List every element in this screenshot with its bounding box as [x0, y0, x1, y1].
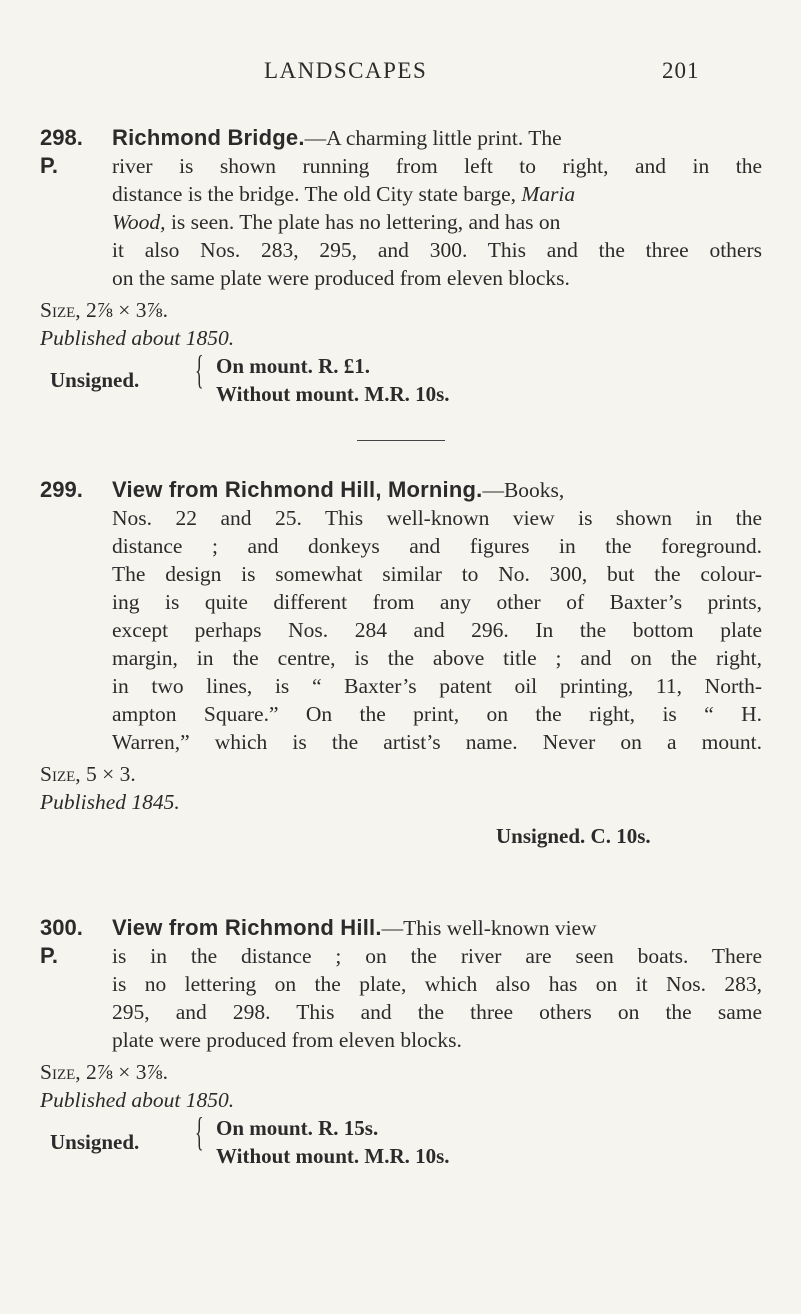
size-label: Size,: [40, 1060, 81, 1084]
entry-text: Warren,” which is the artist’s name. Never on a mount.: [112, 730, 762, 754]
size-line: [40, 1058, 168, 1086]
entry-text: except perhaps Nos. 284 and 296. In the bottom plate: [112, 618, 762, 642]
entry-number: 300.: [40, 915, 83, 940]
entry-title: Richmond Bridge.: [112, 125, 305, 150]
entry-heading: [112, 914, 597, 942]
entry-text: margin, in the centre, is the above title ; and on the right,: [112, 646, 762, 670]
italic-name: Wood,: [112, 210, 166, 234]
size-label: Size,: [40, 762, 81, 786]
entry-heading: [112, 476, 564, 504]
brace-glyph: {: [195, 1109, 204, 1154]
published-line: Published about 1850.: [40, 1088, 235, 1112]
price-without-mount: Without mount. M.R. 10s.: [216, 1144, 450, 1168]
italic-name: Maria: [521, 182, 576, 206]
entry-text: 295, and 298. This and the three others on the same: [112, 1000, 762, 1024]
entry-title: View from Richmond Hill, Morning.: [112, 477, 483, 502]
size-label: Size,: [40, 298, 81, 322]
price-on-mount: On mount. R. 15s.: [216, 1116, 379, 1140]
entry-text: in two lines, is “ Baxter’s patent oil printing, 11, North-: [112, 674, 762, 698]
divider-rule: [357, 440, 445, 441]
entry-text: —This well-known view: [381, 916, 597, 940]
entry-text: —A charming little print. The: [304, 126, 562, 150]
entry-text: ing is quite different from any other of Baxter’s prints,: [112, 590, 762, 614]
entry-heading: [112, 124, 562, 152]
entry-text: is in the distance ; on the river are seen boats. There: [112, 944, 762, 968]
published-line: Published 1845.: [40, 790, 180, 814]
size-value: 2⅞ × 3⅞.: [86, 298, 169, 322]
brace-glyph: {: [195, 347, 204, 392]
entry-prefix: P.: [40, 153, 58, 178]
entry-text: Nos. 22 and 25. This well-known view is shown in the: [112, 506, 762, 530]
signature-status: Unsigned.: [50, 368, 140, 392]
size-line: [40, 760, 136, 788]
entry-text: ampton Square.” On the print, on the right, is “ H.: [112, 702, 762, 726]
entry-prefix: P.: [40, 943, 58, 968]
entry-text: it also Nos. 283, 295, and 300. This and the three others: [112, 238, 762, 262]
entry-text: plate were produced from eleven blocks.: [112, 1028, 462, 1052]
entry-text-line: distance is the bridge. The old City state barge, Maria: [112, 182, 576, 206]
entry-text: river is shown running from left to right, and in the: [112, 154, 762, 178]
entry-text-line: Wood, is seen. The plate has no lettering, and has on: [112, 210, 561, 234]
size-line: [40, 296, 168, 324]
running-header: [0, 58, 801, 90]
entry-text: The design is somewhat similar to No. 300, but the colour-: [112, 562, 762, 586]
page-number: 201: [662, 58, 700, 83]
entry-number: 298.: [40, 125, 83, 150]
price-line: Unsigned. C. 10s.: [496, 824, 651, 848]
entry-text: —Books,: [482, 478, 565, 502]
published-line: Published about 1850.: [40, 326, 235, 350]
section-title: LANDSCAPES: [264, 58, 428, 83]
entry-text: distance ; and donkeys and figures in the foreground.: [112, 534, 762, 558]
signature-status: Unsigned.: [50, 1130, 140, 1154]
price-on-mount: On mount. R. £1.: [216, 354, 371, 378]
entry-text: is no lettering on the plate, which also has on it Nos. 283,: [112, 972, 762, 996]
size-value: 5 × 3.: [86, 762, 136, 786]
price-without-mount: Without mount. M.R. 10s.: [216, 382, 450, 406]
size-value: 2⅞ × 3⅞.: [86, 1060, 169, 1084]
entry-number: 299.: [40, 477, 83, 502]
entry-text: on the same plate were produced from eleven blocks.: [112, 266, 570, 290]
entry-title: View from Richmond Hill.: [112, 915, 382, 940]
